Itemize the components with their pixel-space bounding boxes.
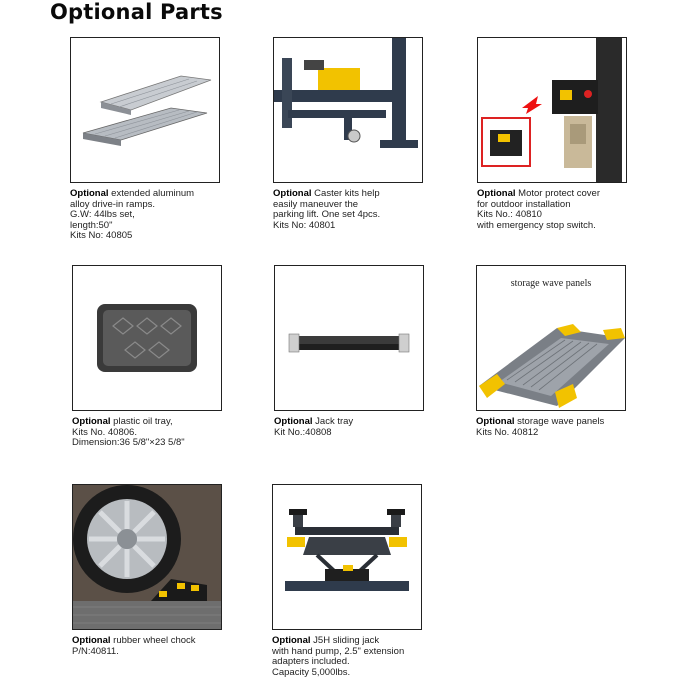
product-caption: Optional plastic oil tray, Kits No. 40806. Dimension:36 5/8"×23 5/8": [72, 416, 185, 448]
product-image-frame: [476, 265, 626, 411]
image-label: storage wave panels: [510, 278, 592, 289]
optional-label: Optional: [477, 188, 516, 199]
jack-tray-image: [275, 266, 423, 410]
product-caption: Optional extended aluminum alloy drive-in ramps. G.W: 44lbs set, length:50" Kits No: 40805: [70, 188, 195, 241]
optional-label: Optional: [72, 635, 111, 646]
oil-tray-image: [73, 266, 221, 410]
product-image-frame: [72, 265, 222, 411]
product-image-frame: [273, 37, 423, 183]
page-title: Optional Parts: [50, 0, 223, 24]
optional-label: Optional: [273, 188, 312, 199]
wheel-chock-image: [73, 485, 221, 629]
optional-label: Optional: [72, 416, 111, 427]
product-image-frame: [70, 37, 220, 183]
optional-label: Optional: [70, 188, 109, 199]
product-image-frame: [477, 37, 627, 183]
product-caption: Optional storage wave panels Kits No. 40812: [476, 416, 605, 438]
product-image-frame: [72, 484, 222, 630]
sliding-jack-image: [273, 485, 421, 629]
product-image-frame: [272, 484, 422, 630]
product-caption: Optional Motor protect cover for outdoor installation Kits No.: 40810 with emergency stop switch.: [477, 188, 601, 231]
product-caption: Optional Caster kits help easily maneuver the parking lift. One set 4pcs. Kits No: 40801: [273, 188, 381, 231]
product-caption: Optional J5H sliding jack with hand pump, 2.5" extension adapters included. Capacity 5,000lbs.: [272, 635, 405, 678]
product-caption: Optional rubber wheel chock P/N:40811.: [72, 635, 196, 657]
optional-label: Optional: [476, 416, 515, 427]
optional-label: Optional: [274, 416, 313, 427]
ramps-image: [71, 38, 219, 182]
caster-kit-image: [274, 38, 422, 182]
product-caption: Optional Jack tray Kit No.:40808: [274, 416, 354, 438]
product-image-frame: [274, 265, 424, 411]
optional-label: Optional: [272, 635, 311, 646]
motor-cover-image: [478, 38, 626, 182]
